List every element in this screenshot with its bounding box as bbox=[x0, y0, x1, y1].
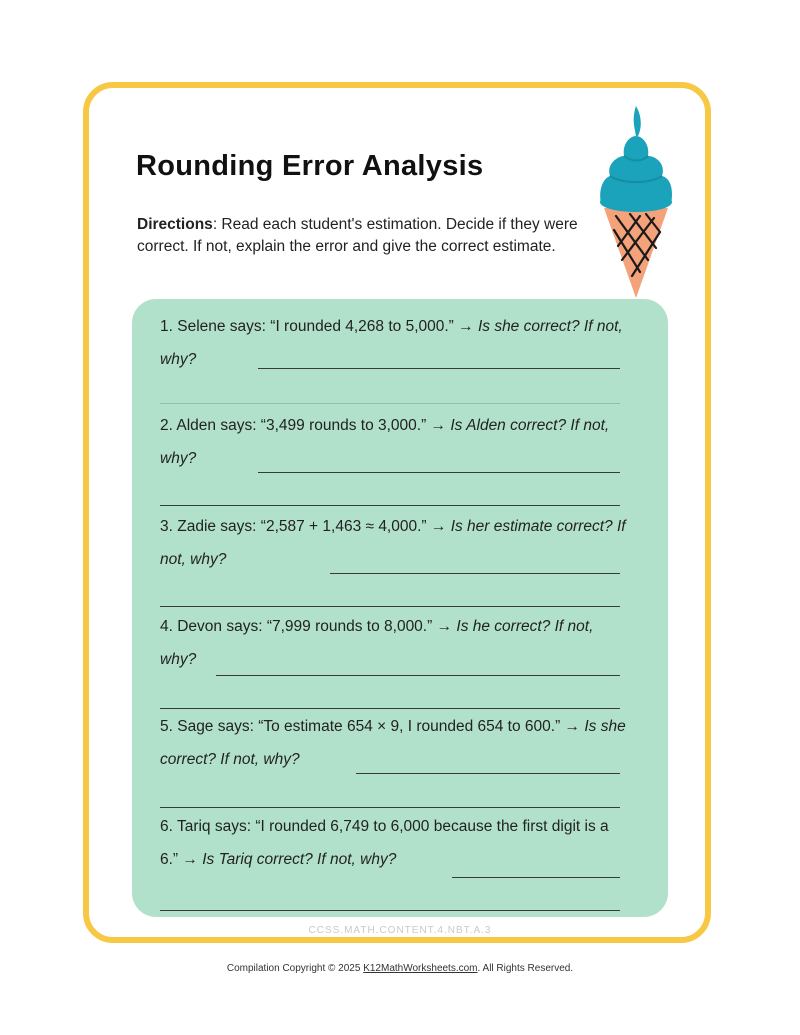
question-6 bbox=[160, 810, 626, 876]
footer-link[interactable]: K12MathWorksheets.com bbox=[363, 963, 478, 974]
worksheet-title: Rounding Error Analysis bbox=[136, 150, 484, 182]
question-ask: Is her estimate correct? If not, why? bbox=[160, 518, 626, 568]
question-ask: Is Tariq correct? If not, why? bbox=[202, 851, 397, 868]
footer-prefix: Compilation Copyright © 2025 bbox=[226, 963, 364, 974]
question-prompt: 6. Tariq says: “I rounded 6,749 to 6,000 because the first digit is a 6.” → bbox=[160, 818, 609, 868]
answer-line[interactable] bbox=[160, 807, 620, 808]
answer-line[interactable] bbox=[160, 505, 620, 506]
answer-line[interactable] bbox=[258, 472, 620, 473]
question-ask: Is Alden correct? If not, why? bbox=[160, 417, 610, 467]
answer-line[interactable] bbox=[356, 773, 620, 774]
question-ask: Is she correct? If not, why? bbox=[160, 318, 623, 368]
question-prompt: 2. Alden says: “3,499 rounds to 3,000.” → bbox=[160, 417, 451, 434]
footer-suffix: . All Rights Reserved. bbox=[477, 963, 574, 974]
answer-line[interactable] bbox=[330, 573, 620, 574]
copyright-footer bbox=[0, 963, 800, 974]
question-3 bbox=[160, 510, 626, 576]
question-5 bbox=[160, 710, 626, 776]
answer-line[interactable] bbox=[452, 877, 620, 878]
question-1 bbox=[160, 310, 626, 376]
directions-label: Directions bbox=[137, 216, 213, 233]
ice-cream-cone-icon bbox=[596, 100, 676, 300]
answer-line[interactable] bbox=[160, 910, 620, 911]
question-2 bbox=[160, 409, 626, 475]
question-prompt: 5. Sage says: “To estimate 654 × 9, I rounded 654 to 600.” → bbox=[160, 718, 585, 735]
directions-text: : Read each student's estimation. Decide if they were correct. If not, explain the error and give the correct estimate. bbox=[137, 216, 578, 255]
answer-line[interactable] bbox=[216, 675, 620, 676]
question-ask: Is she correct? If not, why? bbox=[160, 718, 626, 768]
answer-line[interactable] bbox=[160, 606, 620, 607]
standard-code: CCSS.MATH.CONTENT.4.NBT.A.3 bbox=[308, 925, 492, 936]
question-prompt: 4. Devon says: “7,999 rounds to 8,000.” → bbox=[160, 618, 457, 635]
question-prompt: 3. Zadie says: “2,587 + 1,463 ≈ 4,000.” → bbox=[160, 518, 451, 535]
answer-line[interactable] bbox=[160, 708, 620, 709]
question-4 bbox=[160, 610, 626, 676]
question-ask: Is he correct? If not, why? bbox=[160, 618, 594, 668]
directions bbox=[137, 214, 587, 258]
answer-line[interactable] bbox=[258, 368, 620, 369]
divider bbox=[160, 403, 620, 404]
question-prompt: 1. Selene says: “I rounded 4,268 to 5,000.” → bbox=[160, 318, 478, 335]
